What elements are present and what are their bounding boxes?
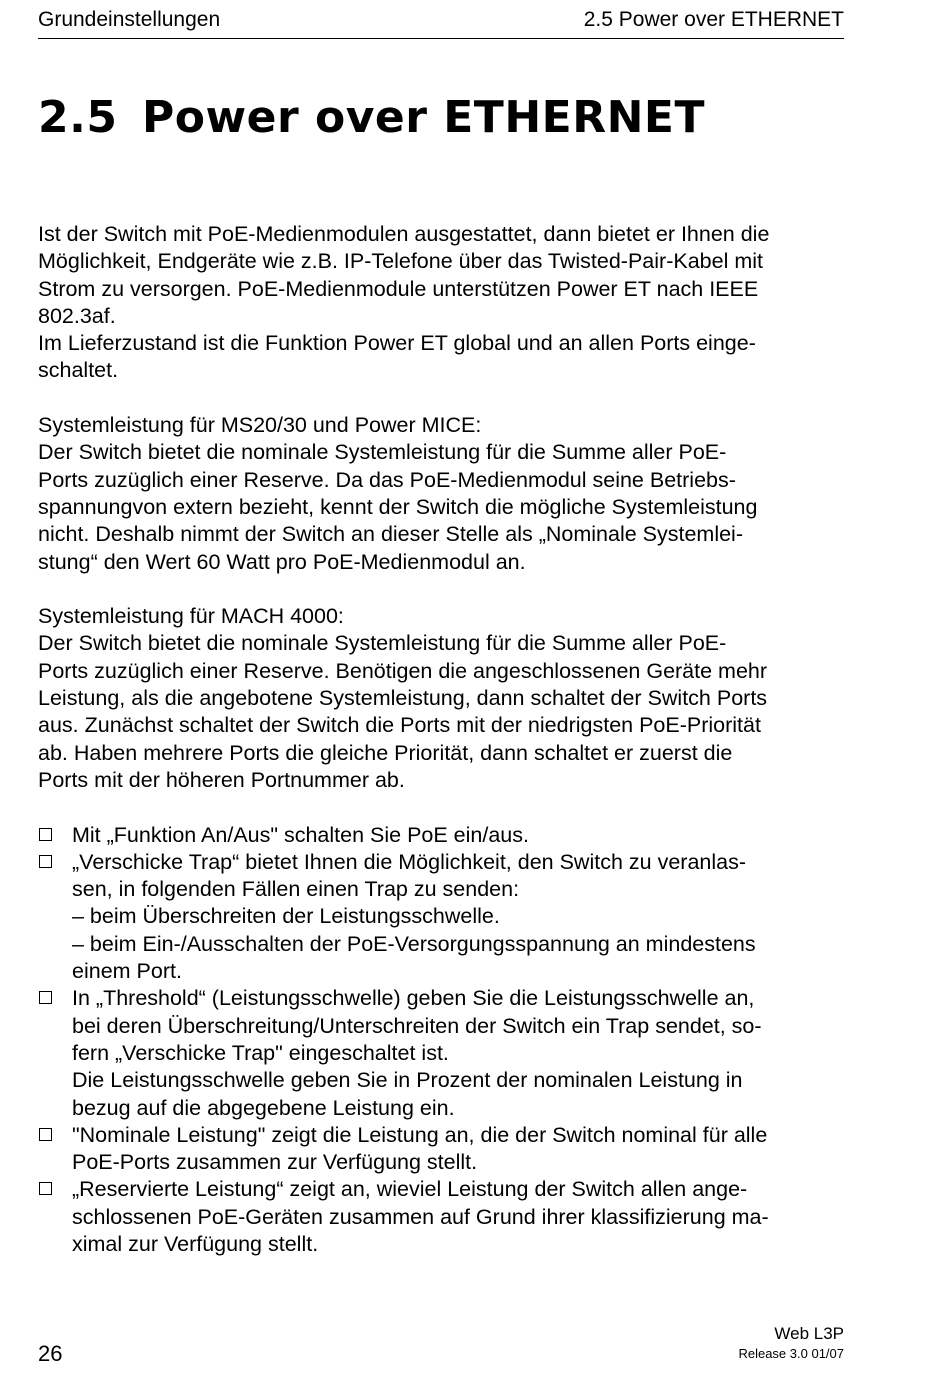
text-line: spannungvon extern bezieht, kennt der Switch die mögliche Systemleistung	[38, 494, 758, 519]
text-line: fern „Verschicke Trap" eingeschaltet ist.	[72, 1040, 449, 1065]
paragraph-gap	[38, 794, 848, 821]
text-line: aus. Zunächst schaltet der Switch die Ports mit der niedrigsten PoE-Priorität	[38, 713, 761, 738]
text-line: Die Leistungsschwelle geben Sie in Prozent der nominalen Leistung in	[72, 1068, 743, 1093]
text-line: sen, in folgenden Fällen einen Trap zu senden:	[72, 877, 520, 902]
text-line: Im Lieferzustand ist die Funktion Power ET global und an allen Ports einge-	[38, 331, 756, 356]
bullet-threshold	[38, 985, 848, 1121]
page-title	[38, 92, 705, 144]
text-line: einem Port.	[72, 959, 182, 984]
text-line: "Nominale Leistung" zeigt die Leistung an, die der Switch nominal für alle	[72, 1122, 768, 1147]
text-line: „Verschicke Trap“ bietet Ihnen die Möglichkeit, den Switch zu veranlas-	[72, 849, 746, 874]
running-header	[38, 6, 844, 39]
text-line: nicht. Deshalb nimmt der Switch an dieser Stelle als „Nominale Systemlei-	[38, 522, 743, 547]
text-line: Ist der Switch mit PoE-Medienmodulen ausgestattet, dann bietet er Ihnen die	[38, 222, 770, 246]
section-title: Power over ETHERNET	[142, 92, 705, 143]
bullet-reservierte-leistung	[38, 1176, 848, 1258]
text-line: 802.3af.	[38, 303, 116, 328]
bullet-nominale-leistung	[38, 1122, 848, 1177]
text-line: Ports mit der höheren Portnummer ab.	[38, 767, 405, 792]
bullet-funktion	[38, 822, 848, 849]
footer-info	[738, 1323, 844, 1363]
text-line: schaltet.	[38, 358, 119, 383]
text-line: Möglichkeit, Endgeräte wie z.B. IP-Telefone über das Twisted-Pair-Kabel mit	[38, 249, 763, 274]
text-line: Der Switch bietet die nominale Systemleistung für die Summe aller PoE-	[38, 440, 727, 465]
paragraph-gap	[38, 576, 848, 603]
text-line: Ports zuzüglich einer Reserve. Benötigen die angeschlossenen Geräte mehr	[38, 658, 768, 683]
text-line: stung“ den Wert 60 Watt pro PoE-Medienmodul an.	[38, 549, 526, 574]
text-line: schlossenen PoE-Geräten zusammen auf Grund ihrer klassifizierung ma-	[72, 1204, 769, 1229]
bullet-verschicke-trap	[38, 849, 848, 985]
text-line: ximal zur Verfügung stellt.	[72, 1231, 319, 1256]
text-line: PoE-Ports zusammen zur Verfügung stellt.	[72, 1150, 478, 1175]
mice-paragraph	[38, 412, 848, 576]
checkbox-bullet-icon	[39, 1182, 52, 1195]
body-text	[38, 221, 848, 1258]
text-line: Ports zuzüglich einer Reserve. Da das PoE-Medienmodul seine Betriebs-	[38, 467, 736, 492]
text-line: Systemleistung für MACH 4000:	[38, 604, 344, 629]
header-section: 2.5 Power over ETHERNET	[583, 8, 844, 31]
checkbox-bullet-icon	[39, 855, 52, 868]
text-line: bei deren Überschreitung/Unterschreiten der Switch ein Trap sendet, so-	[72, 1013, 762, 1038]
section-number: 2.5	[38, 92, 118, 143]
text-line: bezug auf die abgegebene Leistung ein.	[72, 1095, 455, 1120]
text-line: – beim Überschreiten der Leistungsschwelle.	[72, 904, 500, 929]
text-line: Leistung, als die angebotene Systemleistung, dann schaltet der Switch Ports	[38, 686, 768, 711]
checkbox-bullet-icon	[39, 991, 52, 1004]
text-line: Mit „Funktion An/Aus" schalten Sie PoE ein/aus.	[72, 822, 529, 847]
intro-paragraph	[38, 221, 848, 385]
text-line: In „Threshold“ (Leistungsschwelle) geben Sie die Leistungsschwelle an,	[72, 986, 755, 1011]
text-line: Der Switch bietet die nominale Systemleistung für die Summe aller PoE-	[38, 631, 727, 656]
product-name: Web L3P	[774, 1324, 844, 1343]
text-line: Systemleistung für MS20/30 und Power MICE:	[38, 413, 482, 438]
text-line: „Reservierte Leistung“ zeigt an, wieviel Leistung der Switch allen ange-	[72, 1177, 748, 1202]
checkbox-bullet-icon	[39, 828, 52, 841]
page-number: 26	[38, 1341, 63, 1366]
header-chapter: Grundeinstellungen	[38, 8, 221, 31]
checkbox-bullet-icon	[39, 1128, 52, 1141]
mach-paragraph	[38, 603, 848, 794]
paragraph-gap	[38, 385, 848, 412]
release-info: Release 3.0 01/07	[738, 1346, 844, 1361]
text-line: ab. Haben mehrere Ports die gleiche Priorität, dann schaltet er zuerst die	[38, 740, 733, 765]
text-line: – beim Ein-/Ausschalten der PoE-Versorgungsspannung an mindestens	[72, 931, 756, 956]
text-line: Strom zu versorgen. PoE-Medienmodule unterstützen Power ET nach IEEE	[38, 276, 759, 301]
